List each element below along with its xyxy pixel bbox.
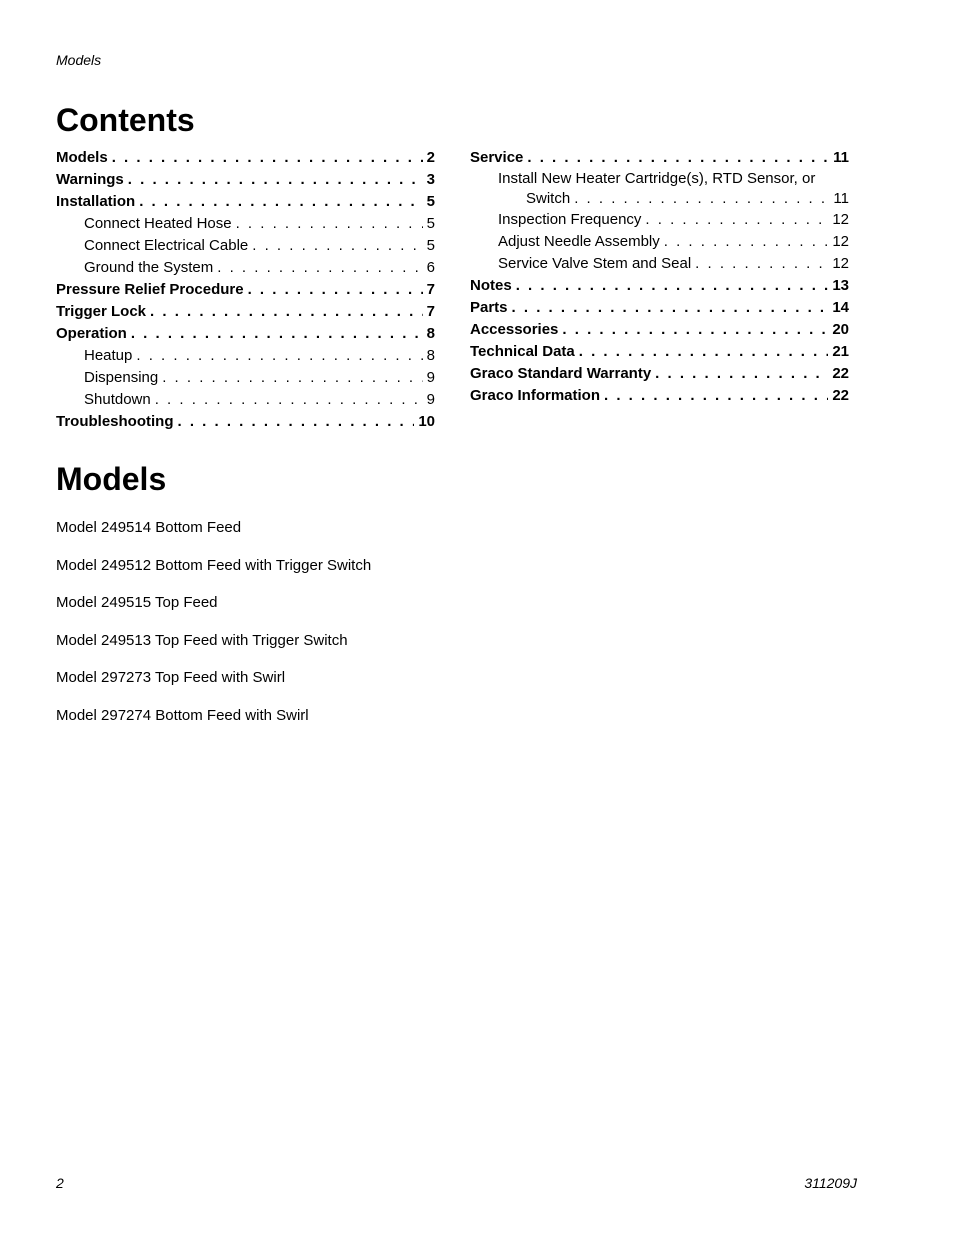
toc-page: 5 — [426, 215, 435, 232]
toc-label: Notes — [470, 277, 512, 294]
toc-entry-dispensing[interactable] — [56, 367, 435, 389]
toc-page: 21 — [832, 343, 849, 360]
toc-entry-heatup[interactable] — [56, 345, 435, 367]
toc-page: 5 — [426, 193, 435, 210]
toc-page: 14 — [832, 299, 849, 316]
toc-leader — [128, 169, 423, 191]
toc-label: Ground the System — [84, 259, 214, 276]
running-header: Models — [56, 52, 102, 68]
toc-page: 3 — [426, 171, 435, 188]
toc-leader — [155, 389, 423, 411]
toc-page: 7 — [426, 281, 435, 298]
toc-page: 11 — [833, 149, 849, 166]
toc-label: Parts — [470, 299, 508, 316]
toc-leader — [604, 385, 828, 407]
toc-page: 12 — [832, 255, 849, 272]
footer-page-number: 2 — [56, 1175, 64, 1191]
toc-entry-continuation — [498, 189, 849, 209]
toc-entry-warnings[interactable] — [56, 169, 435, 191]
toc-leader — [252, 235, 422, 257]
toc-leader — [178, 411, 415, 433]
toc-leader — [527, 147, 829, 169]
toc-entry-trigger-lock[interactable] — [56, 301, 435, 323]
toc-entry-parts[interactable] — [470, 297, 849, 319]
toc-label: Switch — [526, 190, 571, 207]
toc-label: Graco Standard Warranty — [470, 365, 652, 382]
toc-leader — [512, 297, 829, 319]
toc-page: 12 — [832, 211, 849, 228]
toc-entry-models[interactable] — [56, 147, 435, 169]
toc-page: 11 — [833, 190, 849, 207]
toc-label: Heatup — [84, 347, 133, 364]
toc-entry-troubleshooting[interactable] — [56, 411, 435, 433]
toc-label: Service — [470, 149, 524, 166]
toc-page: 7 — [426, 303, 435, 320]
toc-entry-connect-electrical-cable[interactable] — [56, 235, 435, 257]
toc-leader — [516, 275, 829, 297]
model-item: Model 249514 Bottom Feed — [56, 519, 242, 536]
toc-leader — [574, 189, 829, 209]
toc-entry-inspection-frequency[interactable] — [470, 209, 849, 231]
toc-leader — [655, 363, 828, 385]
contents-title: Contents — [56, 102, 195, 138]
toc-entry-service[interactable] — [470, 147, 849, 169]
toc-label: Technical Data — [470, 343, 575, 360]
toc-entry-connect-heated-hose[interactable] — [56, 213, 435, 235]
model-item: Model 297274 Bottom Feed with Swirl — [56, 706, 309, 724]
model-item: Model 249515 Top Feed — [56, 594, 218, 611]
toc-leader — [217, 257, 422, 279]
toc-leader — [248, 279, 423, 301]
toc-page: 12 — [832, 233, 849, 250]
toc-entry-install-heater[interactable] — [470, 169, 849, 209]
toc-entry-adjust-needle-assembly[interactable] — [470, 231, 849, 253]
toc-page: 8 — [426, 347, 435, 364]
toc-label: Models — [56, 149, 108, 166]
model-item: Model 249513 Top Feed with Trigger Switch — [56, 631, 348, 649]
toc-leader — [131, 323, 423, 345]
toc-label: Pressure Relief Procedure — [56, 281, 244, 298]
toc-leader — [139, 191, 422, 213]
toc-leader — [562, 319, 828, 341]
toc-entry-service-valve-stem[interactable] — [470, 253, 849, 275]
toc-right-column — [470, 147, 849, 407]
toc-leader — [645, 209, 828, 231]
toc-page: 6 — [426, 259, 435, 276]
footer-doc-number: 311209J — [804, 1175, 857, 1191]
toc-page: 22 — [832, 387, 849, 404]
toc-leader — [136, 345, 422, 367]
toc-label: Graco Information — [470, 387, 601, 404]
model-item: Model 297273 Top Feed with Swirl — [56, 669, 286, 686]
toc-page: 9 — [426, 369, 435, 386]
toc-entry-notes[interactable] — [470, 275, 849, 297]
toc-left-column — [56, 147, 435, 433]
toc-label: Connect Heated Hose — [84, 215, 232, 232]
toc-leader — [150, 301, 423, 323]
toc-leader — [162, 367, 422, 389]
toc-label: Troubleshooting — [56, 413, 174, 430]
toc-label: Install New Heater Cartridge(s), RTD Sensor, or — [498, 170, 816, 187]
toc-page: 10 — [418, 413, 435, 430]
toc-entry-shutdown[interactable] — [56, 389, 435, 411]
toc-leader — [112, 147, 423, 169]
toc-label: Adjust Needle Assembly — [498, 233, 660, 250]
toc-entry-ground-the-system[interactable] — [56, 257, 435, 279]
toc-page: 2 — [426, 149, 435, 166]
toc-label: Connect Electrical Cable — [84, 237, 249, 254]
toc-entry-pressure-relief-procedure[interactable] — [56, 279, 435, 301]
toc-entry-accessories[interactable] — [470, 319, 849, 341]
toc-label: Dispensing — [84, 369, 159, 386]
toc-entry-technical-data[interactable] — [470, 341, 849, 363]
toc-page: 5 — [426, 237, 435, 254]
models-title: Models — [56, 461, 167, 497]
toc-label: Shutdown — [84, 391, 151, 408]
toc-label: Service Valve Stem and Seal — [498, 255, 692, 272]
toc-page: 13 — [832, 277, 849, 294]
toc-entry-operation[interactable] — [56, 323, 435, 345]
toc-entry-graco-standard-warranty[interactable] — [470, 363, 849, 385]
toc-label: Accessories — [470, 321, 559, 338]
models-list — [56, 517, 656, 742]
toc-label: Trigger Lock — [56, 303, 147, 320]
toc-leader — [695, 253, 828, 275]
toc-label: Warnings — [56, 171, 124, 188]
toc-label: Operation — [56, 325, 127, 342]
model-item: Model 249512 Bottom Feed with Trigger Switch — [56, 556, 372, 574]
toc-page: 8 — [426, 325, 435, 342]
toc-page: 20 — [832, 321, 849, 338]
toc-page: 22 — [832, 365, 849, 382]
toc-label: Installation — [56, 193, 136, 210]
toc-entry-installation[interactable] — [56, 191, 435, 213]
toc-leader — [579, 341, 829, 363]
toc-label: Inspection Frequency — [498, 211, 642, 228]
toc-leader — [236, 213, 423, 235]
toc-page: 9 — [426, 391, 435, 408]
toc-entry-graco-information[interactable] — [470, 385, 849, 407]
toc-leader — [664, 231, 829, 253]
